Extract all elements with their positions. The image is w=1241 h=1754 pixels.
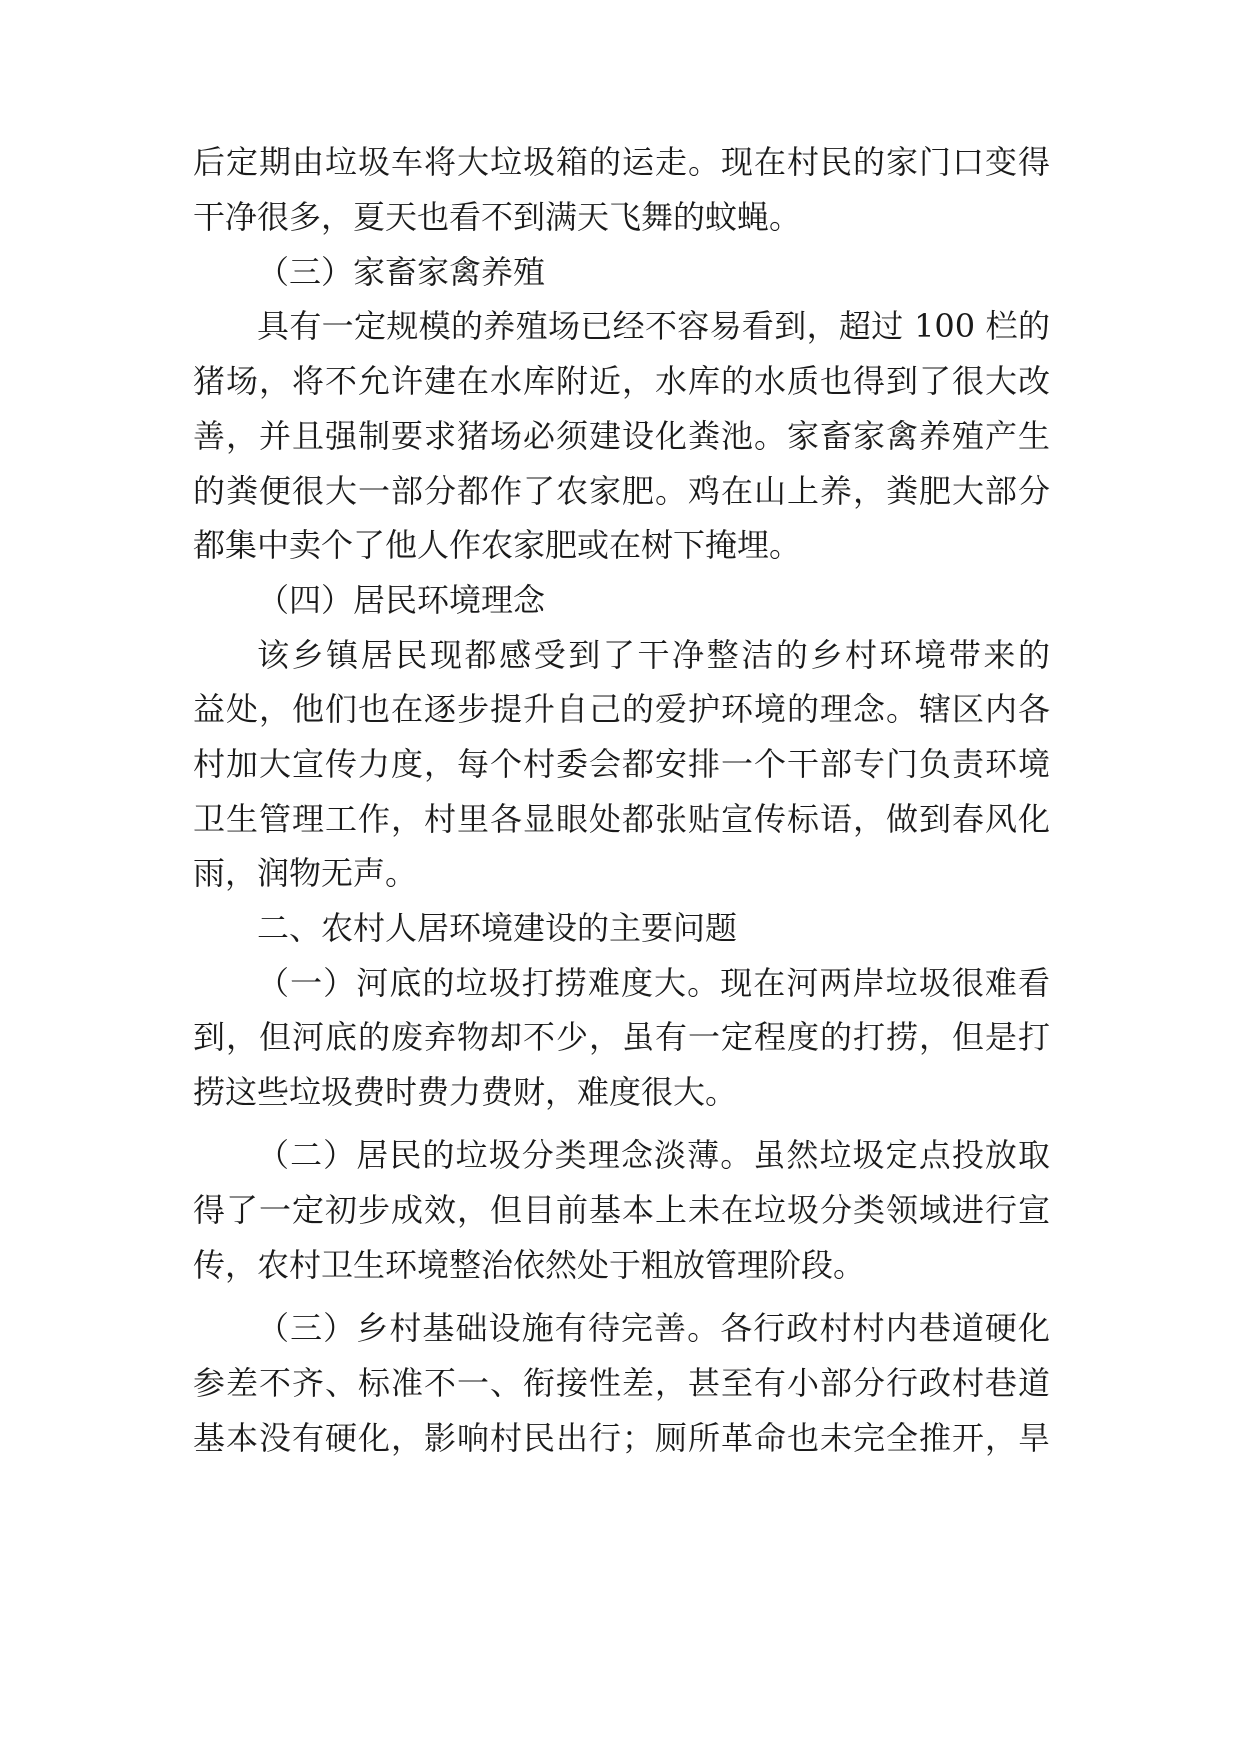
paragraph-line: 得了一定初步成效，但目前基本上未在垃圾分类领域进行宣 [193,1191,1050,1229]
paragraph-line: 参差不齐、标准不一、衔接性差，甚至有小部分行政村巷道 [193,1364,1050,1402]
paragraph-line: （一）河底的垃圾打捞难度大。现在河两岸垃圾很难看 [257,964,1050,1002]
paragraph-line: 传，农村卫生环境整治依然处于粗放管理阶段。 [193,1246,866,1284]
paragraph-line: 猪场，将不允许建在水库附近，水库的水质也得到了很大改 [193,362,1050,400]
section-heading: （四）居民环境理念 [257,581,546,619]
paragraph-line: 到，但河底的废弃物却不少，虽有一定程度的打捞，但是打 [193,1018,1050,1056]
paragraph-line: 的粪便很大一部分都作了农家肥。鸡在山上养，粪肥大部分 [193,472,1050,510]
section-heading: （三）家畜家禽养殖 [257,253,546,291]
paragraph-line: 干净很多，夏天也看不到满天飞舞的蚊蝇。 [193,198,802,236]
paragraph-line: （二）居民的垃圾分类理念淡薄。虽然垃圾定点投放取 [257,1136,1050,1174]
paragraph-line: 都集中卖个了他人作农家肥或在树下掩埋。 [193,526,802,564]
paragraph-line: 具有一定规模的养殖场已经不容易看到，超过 100 栏的 [257,307,1050,345]
paragraph-line: （三）乡村基础设施有待完善。各行政村村内巷道硬化 [257,1309,1050,1347]
paragraph-line: 基本没有硬化，影响村民出行；厕所革命也未完全推开，旱 [193,1419,1050,1457]
paragraph-line: 后定期由垃圾车将大垃圾箱的运走。现在村民的家门口变得 [193,143,1050,181]
paragraph-line: 益处，他们也在逐步提升自己的爱护环境的理念。辖区内各 [193,690,1050,728]
paragraph-line: 善，并且强制要求猪场必须建设化粪池。家畜家禽养殖产生 [193,417,1050,455]
paragraph-line: 该乡镇居民现都感受到了干净整洁的乡村环境带来的 [257,636,1050,674]
paragraph-line: 雨，润物无声。 [193,854,418,892]
section-heading: 二、农村人居环境建设的主要问题 [257,909,738,947]
paragraph-line: 捞这些垃圾费时费力费财，难度很大。 [193,1073,738,1111]
paragraph-line: 村加大宣传力度，每个村委会都安排一个干部专门负责环境 [193,745,1050,783]
paragraph-line: 卫生管理工作，村里各显眼处都张贴宣传标语，做到春风化 [193,800,1050,838]
